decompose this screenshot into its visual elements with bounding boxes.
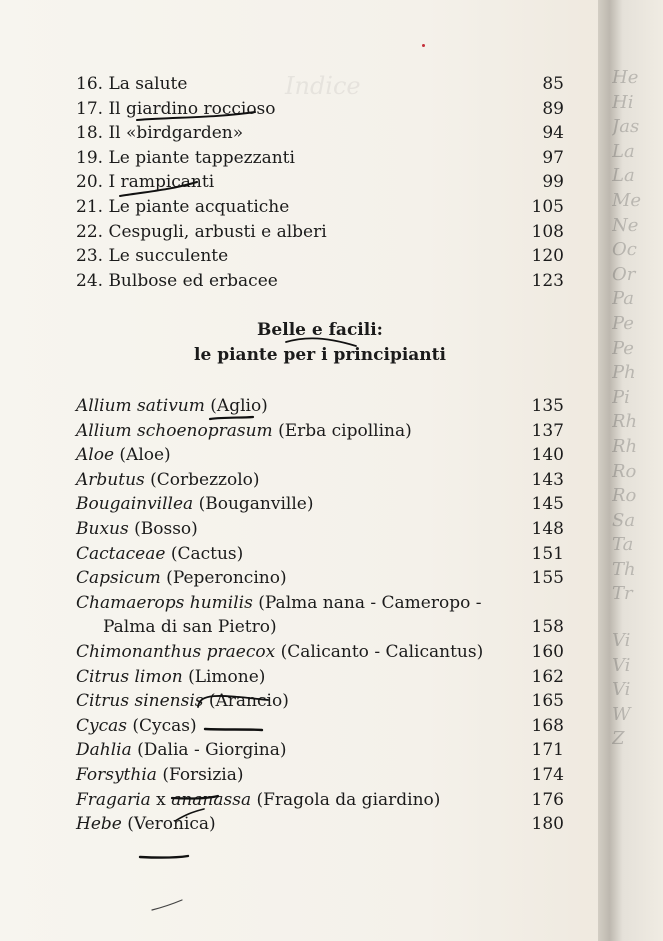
chapter-row — [76, 72, 564, 97]
plant-latin-name: Chamaerops humilis — [76, 592, 253, 613]
facing-page-fragment: Ne — [612, 214, 639, 236]
plant-entry — [76, 492, 314, 517]
plant-entry — [76, 542, 243, 567]
plant-entry — [76, 443, 171, 468]
plant-latin-name: Allium schoenoprasum — [76, 420, 273, 441]
plant-row — [76, 443, 564, 468]
facing-page-fragment — [612, 607, 663, 629]
page-number: 97 — [542, 147, 564, 168]
plant-latin-name: Cycas — [76, 715, 127, 736]
page-number: 148 — [531, 518, 564, 539]
plant-latin-name: Aloe — [76, 445, 115, 466]
chapter-title: 22. Cespugli, arbusti e alberi — [76, 221, 327, 242]
facing-page-fragment: La — [612, 165, 635, 187]
facing-page-fragment: Jas — [612, 116, 640, 138]
plant-entry — [76, 738, 287, 763]
page-number: 123 — [531, 270, 564, 291]
plant-row — [76, 517, 564, 542]
page-number: 99 — [542, 172, 564, 193]
facing-page-fragment: Pe — [612, 312, 634, 334]
plant-latin-name: Allium sativum — [76, 396, 205, 416]
page-number: 94 — [542, 123, 564, 144]
plant-entry — [76, 763, 244, 788]
facing-page-fragment: Rh — [612, 411, 638, 433]
plant-latin-name: Buxus — [76, 518, 129, 539]
facing-page-fragment: Vi — [612, 630, 631, 652]
facing-page-fragment: He — [612, 67, 639, 88]
plant-hybrid-mark: x — [150, 789, 172, 810]
plant-entry — [76, 665, 265, 690]
plant-latin-name: Citrus limon — [76, 666, 183, 687]
plant-row — [76, 492, 564, 517]
facing-page-fragment: Pe — [612, 337, 634, 359]
plant-row — [76, 640, 564, 665]
chapter-title: 18. Il «birdgarden» — [76, 123, 244, 144]
plant-row — [76, 615, 564, 640]
plant-common-name: (Fragola da giardino) — [251, 789, 441, 810]
section-heading — [76, 318, 564, 367]
facing-page-fragment: Ro — [612, 485, 637, 507]
page-number: 158 — [531, 617, 564, 638]
facing-page-fragment: Sa — [612, 509, 636, 531]
plant-row — [76, 468, 564, 493]
plant-latin-name: Bougainvillea — [76, 494, 194, 515]
chapter-row — [76, 195, 564, 220]
plant-row — [76, 763, 564, 788]
page-number: 89 — [542, 98, 564, 119]
plant-common-name: (Peperoncino) — [160, 568, 287, 589]
plant-common-name: (Forsizia) — [156, 764, 244, 785]
chapter-title: 21. Le piante acquatiche — [76, 196, 290, 217]
chapter-list — [76, 72, 564, 293]
page-number: 162 — [531, 666, 564, 687]
plant-common-name: (Palma nana - Cameropo - — [252, 592, 482, 613]
plant-latin-name: Fragaria — [76, 789, 151, 810]
plant-common-name: (Arancio) — [203, 691, 289, 712]
facing-page-fragment: Vi — [612, 679, 631, 701]
plant-common-name: (Aloe) — [114, 445, 171, 466]
faint-title-showthrough: Indice — [285, 72, 361, 100]
plant-continuation: Palma di san Pietro) — [103, 617, 277, 638]
facing-page-fragment: W — [612, 703, 631, 725]
facing-page-fragments — [612, 66, 663, 752]
plant-entry — [76, 714, 197, 739]
plant-row — [76, 542, 564, 567]
plant-common-name: (Dalia - Giorgina) — [131, 740, 287, 761]
plant-list — [76, 394, 564, 837]
plant-row — [76, 689, 564, 714]
plant-entry — [76, 788, 440, 813]
plant-common-name: (Limone) — [182, 666, 266, 687]
facing-page-fragment: Ro — [612, 460, 637, 482]
page-number: 85 — [542, 74, 564, 94]
page-number: 176 — [531, 789, 564, 810]
plant-latin-name: Hebe — [76, 814, 122, 835]
plant-row — [76, 738, 564, 763]
facing-page-fragment: Pi — [612, 386, 630, 408]
plant-common-name: (Veronica) — [121, 814, 216, 835]
facing-page-fragment: Oc — [612, 239, 637, 261]
plant-row — [76, 714, 564, 739]
plant-row — [76, 566, 564, 591]
page-number: 145 — [531, 494, 564, 515]
plant-entry — [103, 615, 277, 640]
facing-page-fragment: Th — [612, 558, 636, 580]
plant-latin-name: Chimonanthus praecox — [76, 641, 276, 662]
plant-common-name: (Bouganville) — [193, 494, 314, 515]
facing-page-fragment: Z — [612, 728, 625, 750]
plant-entry — [76, 419, 412, 444]
chapter-row — [76, 220, 564, 245]
red-ink-dot — [422, 44, 425, 47]
plant-row — [76, 788, 564, 813]
plant-latin-name-2: ananassa — [171, 789, 252, 810]
page-number: 165 — [531, 691, 564, 712]
chapter-title: 20. I rampicanti — [76, 172, 215, 193]
page-number: 151 — [531, 543, 564, 564]
plant-common-name: (Cactus) — [165, 543, 244, 564]
facing-page-fragment: La — [612, 140, 635, 162]
page-number: 137 — [531, 420, 564, 441]
page-number: 120 — [531, 246, 564, 267]
plant-common-name: (Aglio) — [204, 396, 268, 416]
facing-page-fragment: Or — [612, 263, 636, 285]
section-heading-line2: le piante per i principianti — [194, 344, 446, 365]
plant-common-name: (Cycas) — [127, 715, 197, 736]
page-number: 143 — [531, 469, 564, 490]
page-number: 105 — [531, 196, 564, 217]
section-heading-line1: Belle e facili: — [257, 320, 383, 340]
chapter-row — [76, 97, 564, 122]
plant-common-name: (Bosso) — [128, 518, 198, 539]
facing-page-fragment: Ta — [612, 534, 634, 556]
plant-entry — [76, 640, 483, 665]
plant-entry — [76, 468, 260, 493]
page-number: 155 — [531, 568, 564, 589]
chapter-row — [76, 121, 564, 146]
plant-row — [76, 419, 564, 444]
chapter-title: 24. Bulbose ed erbacee — [76, 270, 278, 291]
facing-page-fragment: Me — [612, 189, 642, 211]
plant-entry — [76, 517, 198, 542]
page-number: 168 — [531, 715, 564, 736]
plant-row — [76, 394, 564, 419]
page-number: 174 — [531, 764, 564, 785]
plant-common-name: (Calicanto - Calicantus) — [275, 641, 484, 662]
plant-row — [76, 665, 564, 690]
plant-common-name: (Corbezzolo) — [144, 469, 260, 490]
plant-latin-name: Dahlia — [76, 740, 132, 761]
plant-entry — [76, 394, 268, 419]
plant-latin-name: Citrus sinensis — [76, 691, 204, 712]
chapter-row — [76, 244, 564, 269]
plant-entry — [76, 812, 216, 837]
plant-common-name: (Erba cipollina) — [272, 420, 412, 441]
chapter-title: 23. Le succulente — [76, 246, 229, 267]
facing-page-fragment: Hi — [612, 91, 634, 113]
page-number: 180 — [531, 814, 564, 835]
facing-page-fragment: Vi — [612, 654, 631, 676]
plant-entry — [76, 566, 287, 591]
facing-page-fragment: Pa — [612, 288, 635, 310]
page-number: 135 — [531, 396, 564, 416]
chapter-row — [76, 146, 564, 171]
plant-row — [76, 591, 564, 616]
plant-entry — [76, 591, 481, 616]
plant-latin-name: Cactaceae — [76, 543, 166, 564]
chapter-title: 17. Il giardino roccioso — [76, 98, 276, 119]
chapter-title: 19. Le piante tappezzanti — [76, 147, 295, 168]
plant-latin-name: Arbutus — [76, 469, 145, 490]
chapter-row — [76, 269, 564, 294]
plant-latin-name: Forsythia — [76, 764, 157, 785]
facing-page-fragment: Rh — [612, 435, 638, 457]
chapter-title: 16. La salute — [76, 74, 188, 94]
page-number: 108 — [531, 221, 564, 242]
plant-latin-name: Capsicum — [76, 568, 161, 589]
plant-row — [76, 812, 564, 837]
facing-page-fragment: Ph — [612, 362, 636, 384]
page-number: 140 — [531, 445, 564, 466]
page-number: 160 — [531, 641, 564, 662]
chapter-row — [76, 170, 564, 195]
page-number: 171 — [531, 740, 564, 761]
plant-entry — [76, 689, 289, 714]
facing-page-fragment: Tr — [612, 583, 633, 605]
